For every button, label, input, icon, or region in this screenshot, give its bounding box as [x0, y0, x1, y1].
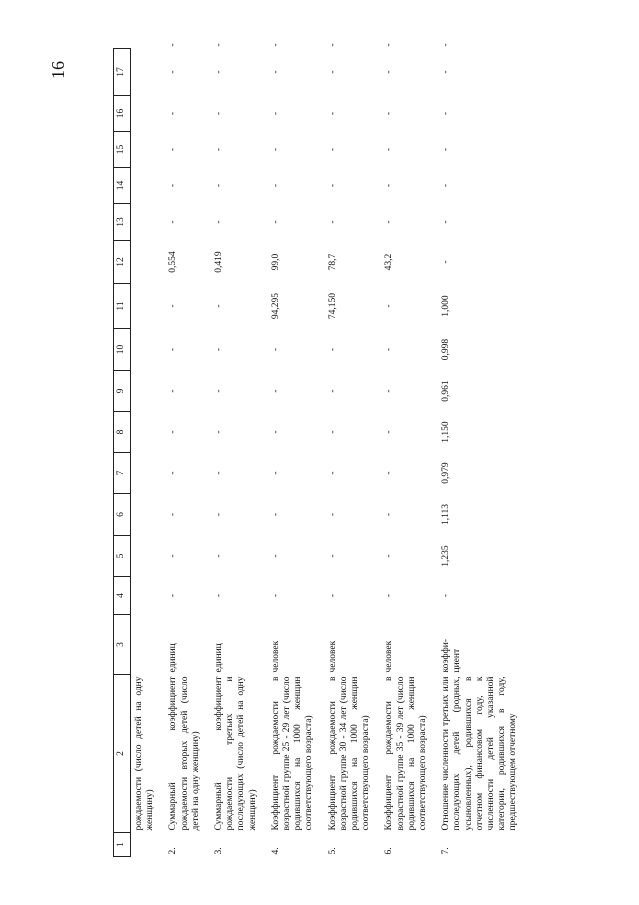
value-cell: -	[168, 220, 179, 224]
value-cell	[131, 168, 162, 204]
value-cell: -	[384, 430, 395, 434]
value-cell: -	[327, 111, 338, 116]
value-cell: -	[384, 70, 395, 74]
value-cell: -	[327, 389, 338, 393]
value-cell: -	[441, 220, 452, 224]
row-number	[131, 833, 162, 857]
column-header-13: 13	[114, 204, 131, 241]
indicator-name: Отношение численности третьих или последующих детей (родных, усыновленных), родившихся в отчетном финансовом году, к численности детей указанной категории, родившихся в году, предшествующем отчетному	[441, 676, 519, 831]
value-cell: -	[384, 183, 395, 188]
value-cell: -	[270, 554, 281, 558]
unit-cell: человек	[327, 640, 338, 673]
column-header-7: 7	[114, 453, 131, 494]
unit-cell	[131, 615, 162, 675]
value-cell: -	[214, 183, 225, 188]
value-cell: 99,0	[270, 253, 281, 271]
header-row	[114, 49, 131, 857]
value-cell: -	[168, 512, 179, 517]
column-header-14: 14	[114, 168, 131, 204]
value-cell: -	[214, 512, 225, 517]
indicator-name: Суммарный коэффициент рождаемости третьих и последующих (число детей на одну женщину)	[214, 676, 258, 831]
value-cell: -	[168, 593, 179, 598]
value-cell: -	[168, 70, 179, 74]
indicator-name: рождаемости (число детей на одну женщину)	[134, 676, 156, 831]
value-cell: -	[441, 260, 452, 264]
value-cell: -	[327, 347, 338, 352]
table-row: 3. Суммарный коэффициент рождаемости третьих и последующих (число детей на одну женщину) единиц - - - - - - - - 0,419 - - - - - -	[207, 49, 264, 857]
value-cell: -	[270, 111, 281, 116]
row-number: 2.	[168, 847, 179, 855]
row-number: 7.	[441, 847, 452, 855]
indicator-name: Суммарный коэффициент рождаемости вторых детей (число детей на одну женщину)	[168, 676, 201, 831]
row-number: 4.	[270, 847, 281, 855]
value-cell: 1,235	[441, 545, 452, 567]
value-cell: -	[327, 147, 338, 152]
column-header-2: 2	[114, 675, 131, 833]
value-cell: 78,7	[327, 253, 338, 271]
value-cell: -	[270, 593, 281, 598]
value-cell: -	[214, 430, 225, 434]
unit-cell: коэффи-циент	[441, 638, 463, 673]
unit-cell: человек	[384, 640, 395, 673]
value-cell: -	[214, 471, 225, 475]
value-cell	[131, 453, 162, 494]
value-cell: -	[214, 111, 225, 116]
value-cell: -	[270, 512, 281, 517]
value-cell	[131, 494, 162, 536]
value-cell: -	[168, 471, 179, 475]
row-number: 3.	[214, 847, 225, 855]
table-row: 2. Суммарный коэффициент рождаемости вторых детей (число детей на одну женщину) единиц - - - - - - - - 0,554 - - - - - -	[161, 49, 207, 857]
value-cell: 1,113	[441, 503, 452, 526]
data-table	[113, 43, 525, 858]
value-cell: -	[214, 389, 225, 393]
page-number: 16	[48, 61, 68, 79]
value-cell: -	[214, 554, 225, 558]
value-cell	[131, 96, 162, 132]
value-cell	[131, 536, 162, 577]
column-header-1: 1	[114, 833, 131, 857]
value-cell: 0,419	[214, 251, 225, 273]
value-cell: -	[441, 147, 452, 152]
value-cell: -	[168, 347, 179, 352]
column-header-11: 11	[114, 284, 131, 329]
value-cell: -	[168, 183, 179, 188]
value-cell: 1,000	[441, 295, 452, 317]
value-cell: -	[327, 430, 338, 434]
value-cell: -	[327, 220, 338, 224]
value-cell: -	[441, 111, 452, 116]
column-header-3: 3	[114, 615, 131, 675]
value-cell: 0,554	[168, 251, 179, 273]
value-cell: -	[327, 70, 338, 74]
value-cell: -	[270, 389, 281, 393]
column-header-8: 8	[114, 412, 131, 453]
value-cell: 43,2	[384, 253, 395, 271]
indicator-name: Коэффициент рождаемости в возрастной группе 30 - 34 лет (число родившихся на 1000 женщин соответствующего возраста)	[327, 676, 372, 831]
value-cell: -	[214, 304, 225, 308]
value-cell: -	[384, 220, 395, 224]
value-cell: -	[441, 70, 452, 74]
value-cell: -	[384, 471, 395, 475]
value-cell	[131, 284, 162, 329]
column-header-15: 15	[114, 132, 131, 168]
indicator-name: Коэффициент рождаемости в возрастной группе 35 - 39 лет (число родившихся на 1000 женщин соответствующего возраста)	[384, 676, 429, 831]
value-cell: -	[214, 147, 225, 152]
value-cell: 0,961	[441, 380, 452, 402]
value-cell	[131, 49, 162, 96]
value-cell: 74,150	[327, 292, 338, 320]
value-cell: -	[384, 347, 395, 352]
value-cell: -	[384, 389, 395, 393]
value-cell: -	[270, 70, 281, 74]
table-row: 7. Отношение численности третьих или последующих детей (родных, усыновленных), родившихся в отчетном финансовом году, к численности детей указанной категории, родившихся в году, предшествующем отчетному коэффи-циент - 1,235 1,113 0,979 1,150 0,961 0,998 1,000 - - - - - - -	[434, 49, 524, 857]
row-number: 5.	[327, 847, 338, 855]
value-cell: -	[214, 347, 225, 352]
value-cell: -	[327, 471, 338, 475]
column-header-5: 5	[114, 536, 131, 577]
unit-cell: единиц	[214, 643, 225, 673]
value-cell: -	[384, 512, 395, 517]
column-header-10: 10	[114, 329, 131, 371]
table-row: 4. Коэффициент рождаемости в возрастной группе 25 - 29 лет (число родившихся на 1000 женщин соответствующего возраста) человек - - - - - - - 94,295 99,0 - - - - - -	[264, 49, 321, 857]
value-cell: -	[384, 554, 395, 558]
value-cell: -	[214, 593, 225, 598]
column-header-6: 6	[114, 494, 131, 536]
value-cell: -	[441, 183, 452, 188]
unit-cell: единиц	[168, 643, 179, 673]
value-cell: -	[384, 593, 395, 598]
value-cell	[131, 577, 162, 615]
value-cell: -	[168, 389, 179, 393]
value-cell: -	[441, 593, 452, 598]
value-cell: 94,295	[270, 292, 281, 320]
value-cell: 1,150	[441, 421, 452, 443]
unit-cell: человек	[270, 640, 281, 673]
value-cell: -	[168, 147, 179, 152]
value-cell	[131, 204, 162, 241]
value-cell: -	[214, 70, 225, 74]
row-number: 6.	[384, 847, 395, 855]
value-cell: -	[327, 512, 338, 517]
value-cell: -	[270, 220, 281, 224]
table-row: 6. Коэффициент рождаемости в возрастной группе 35 - 39 лет (число родившихся на 1000 женщин соответствующего возраста) человек - - - - - - - - 43,2 - - - - - -	[377, 49, 434, 857]
value-cell: -	[327, 554, 338, 558]
value-cell: -	[270, 430, 281, 434]
value-cell	[131, 412, 162, 453]
column-header-16: 16	[114, 96, 131, 132]
value-cell: -	[168, 111, 179, 116]
table-row	[131, 49, 162, 857]
value-cell	[131, 241, 162, 284]
value-cell: -	[384, 111, 395, 116]
value-cell	[131, 329, 162, 371]
table-row: 5. Коэффициент рождаемости в возрастной группе 30 - 34 лет (число родившихся на 1000 женщин соответствующего возраста) человек - - - - - - - 74,150 78,7 - - - - - -	[321, 49, 378, 857]
column-header-4: 4	[114, 577, 131, 615]
value-cell: -	[327, 183, 338, 188]
column-header-9: 9	[114, 371, 131, 412]
value-cell: -	[270, 147, 281, 152]
value-cell: 0,998	[441, 338, 452, 361]
value-cell: -	[168, 430, 179, 434]
value-cell: -	[270, 183, 281, 188]
value-cell: -	[214, 220, 225, 224]
column-header-17: 17	[114, 49, 131, 96]
value-cell: -	[384, 304, 395, 308]
indicator-name: Коэффициент рождаемости в возрастной группе 25 - 29 лет (число родившихся на 1000 женщин соответствующего возраста)	[270, 676, 315, 831]
value-cell: -	[270, 347, 281, 352]
value-cell	[131, 371, 162, 412]
value-cell: -	[270, 471, 281, 475]
value-cell: -	[327, 593, 338, 598]
value-cell: 0,979	[441, 462, 452, 484]
value-cell: -	[384, 147, 395, 152]
column-header-12: 12	[114, 241, 131, 284]
value-cell	[131, 132, 162, 168]
value-cell: -	[168, 304, 179, 308]
value-cell: -	[168, 554, 179, 558]
